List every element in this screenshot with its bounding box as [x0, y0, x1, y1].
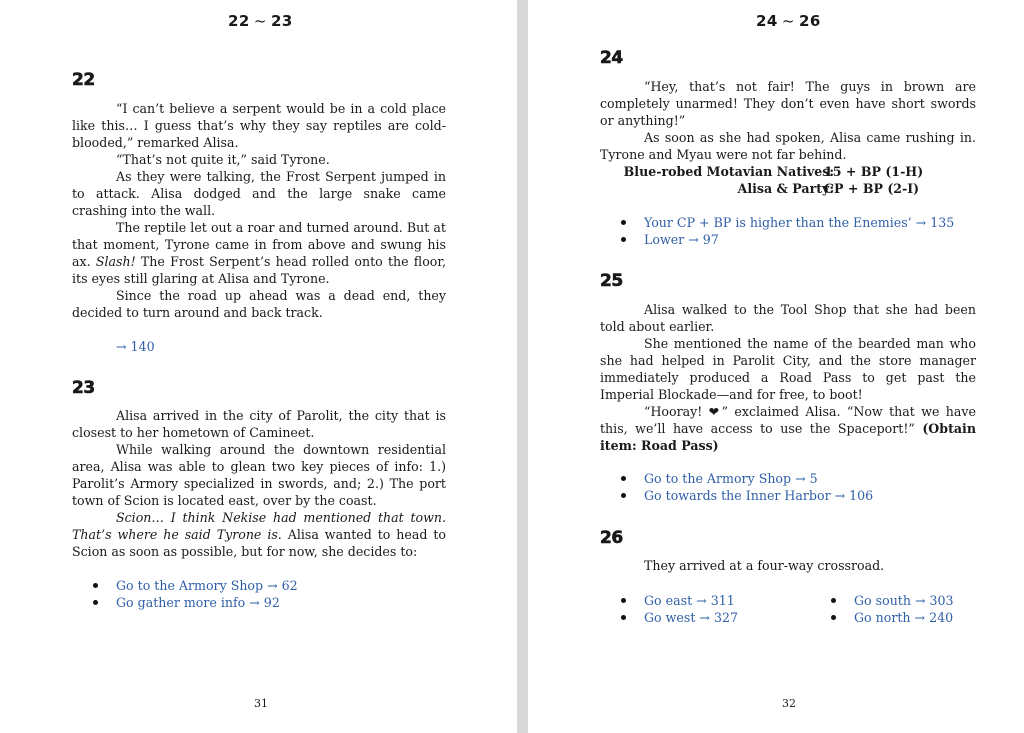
running-head-to: 23: [270, 12, 293, 30]
choice-list: [621, 592, 801, 626]
choice-list: [93, 577, 453, 611]
section-number: 26: [600, 528, 623, 548]
page-number: 31: [254, 697, 268, 710]
choice-link[interactable]: Your CP + BP is higher than the Enemies’ → 135: [621, 214, 981, 231]
page-gutter: [517, 0, 528, 733]
choice-link[interactable]: Go south → 303: [831, 592, 1011, 609]
paragraph: While walking around the downtown residential area, Alisa was able to glean two key pieces of info: 1.) Parolit’s Armory specialized in swords, and; 2.) The port town of Scion is located east, over by the coast.: [72, 442, 446, 508]
right-page: [528, 0, 1024, 733]
paragraph: They arrived at a four-way crossroad.: [644, 558, 885, 573]
choice-link[interactable]: Go to the Armory Shop → 62: [93, 577, 453, 594]
section-body: [600, 557, 976, 574]
paragraph: Alisa arrived in the city of Parolit, the city that is closest to her hometown of Camineet.: [72, 408, 446, 440]
choice-link[interactable]: Go towards the Inner Harbor → 106: [621, 487, 981, 504]
section-body: [72, 407, 446, 560]
section-number: 25: [600, 271, 623, 291]
paragraph: Since the road up ahead was a dead end, they decided to turn around and back track.: [72, 288, 446, 320]
section-number: 23: [72, 378, 95, 398]
section-body: [600, 301, 976, 454]
paragraph: [72, 219, 446, 287]
running-head-separator: ~: [781, 12, 795, 30]
paragraph: “I can’t believe a serpent would be in a cold place like this… I guess that’s why they say reptiles are cold-blooded,” remarked Alisa.: [72, 101, 446, 150]
choice-link[interactable]: Go to the Armory Shop → 5: [621, 470, 981, 487]
running-head-to: 26: [798, 12, 821, 30]
choice-list: [621, 470, 981, 504]
paragraph: “That’s not quite it,” said Tyrone.: [116, 152, 330, 167]
page-number: 32: [782, 697, 796, 710]
section-body: [600, 78, 976, 163]
stat-value: CP + BP (2-I): [824, 181, 920, 196]
choice-list: [831, 592, 1011, 626]
choice-link[interactable]: Go north → 240: [831, 609, 1011, 626]
battle-stats: [600, 163, 976, 197]
section-number: 22: [72, 70, 95, 90]
running-head: [756, 12, 821, 30]
choice-link[interactable]: Lower → 97: [621, 231, 981, 248]
choice-link[interactable]: Go east → 311: [621, 592, 801, 609]
item-obtained: (Obtain item: Road Pass): [600, 421, 976, 453]
choice-link[interactable]: Go gather more info → 92: [93, 594, 453, 611]
paragraph-text: “Hooray! ❤” exclaimed Alisa. “Now that we have this, we’ll have access to use the Spaceport!”: [600, 404, 976, 436]
section-number: 24: [600, 48, 623, 68]
paragraph: [72, 509, 446, 560]
paragraph: As soon as she had spoken, Alisa came rushing in. Tyrone and Myau were not far behind.: [600, 130, 976, 162]
running-head: [228, 12, 293, 30]
emphasis-text: Scion… I think Nekise had mentioned that town. That’s where he said Tyrone is.: [72, 510, 446, 542]
choice-link[interactable]: Go west → 327: [621, 609, 801, 626]
paragraph: As they were talking, the Frost Serpent jumped in to attack. Alisa dodged and the large snake came crashing into the wall.: [72, 169, 446, 218]
paragraph: She mentioned the name of the bearded man who she had helped in Parolit City, and the store manager immediately produced a Road Pass to get past the Imperial Blockade—and for free, to boot!: [600, 336, 976, 402]
stat-label: Alisa & Party:: [737, 181, 834, 196]
paragraph-text: Alisa wanted to head to Scion as soon as possible, but for now, she decides to:: [72, 527, 446, 559]
paragraph-text: The Frost Serpent’s head rolled onto the floor, its eyes still glaring at Alisa and Tyrone.: [72, 254, 446, 286]
section-body: [72, 100, 446, 321]
paragraph: [600, 403, 976, 454]
choice-list: [621, 214, 981, 248]
jump-link[interactable]: → 140: [116, 339, 155, 354]
paragraph-text: The reptile let out a roar and turned around. But at that moment, Tyrone came in from above and swung his ax.: [72, 220, 446, 269]
paragraph: “Hey, that’s not fair! The guys in brown are completely unarmed! They don’t even have short swords or anything!”: [600, 79, 976, 128]
stat-value: 15 + BP (1-H): [824, 164, 924, 179]
running-head-separator: ~: [253, 12, 267, 30]
paragraph: Alisa walked to the Tool Shop that she had been told about earlier.: [600, 302, 976, 334]
emphasis-text: Slash!: [95, 254, 136, 269]
running-head-from: 22: [228, 12, 250, 30]
running-head-from: 24: [756, 12, 778, 30]
stat-label: Blue-robed Motavian Natives:: [623, 164, 834, 179]
